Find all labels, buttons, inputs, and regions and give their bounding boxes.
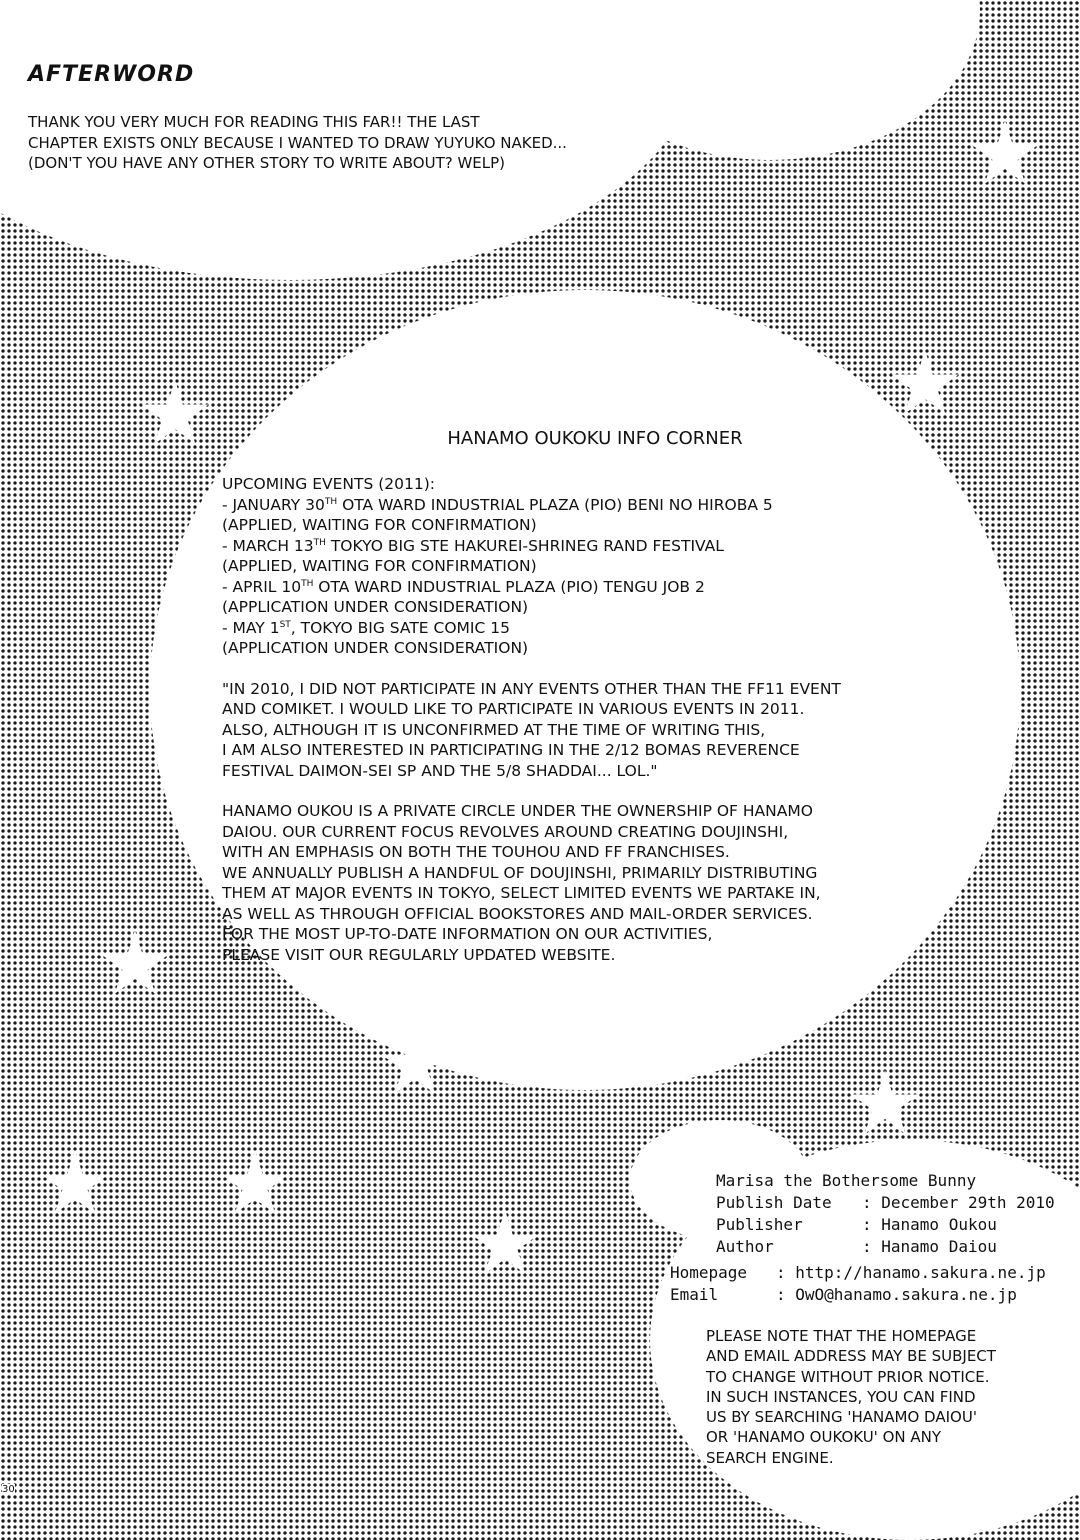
publish-date-label: Publish Date <box>716 1193 832 1212</box>
star-decoration <box>40 1150 110 1220</box>
star-decoration <box>470 1210 540 1280</box>
event-item: - MAY 1ST, TOKYO BIG SATE COMIC 15 <box>222 618 510 637</box>
author-quote: "IN 2010, I DID NOT PARTICIPATE IN ANY EVENTS OTHER THAN THE FF11 EVENT AND COMIKET. I WOULD LIKE TO PARTICIPATE IN VARIOUS EVENTS IN 2011. ALSO, ALTHOUGH IT IS UNCONFIRMED AT THE TIME OF WRITING THIS, I AM ALSO INTERESTED IN PARTICIPATING IN THE 2/12 BOMAS REVERENCE FESTIVAL DAIMON-SEI SP AND THE 5/8 SHADDAI... LOL." <box>222 679 841 780</box>
page-number: 30 <box>2 1484 15 1495</box>
event-item: - JANUARY 30TH OTA WARD INDUSTRIAL PLAZA (PIO) BENI NO HIROBA 5 <box>222 495 773 514</box>
event-item: - APRIL 10TH OTA WARD INDUSTRIAL PLAZA (PIO) TENGU JOB 2 <box>222 577 705 596</box>
publish-date-value: : December 29th 2010 <box>862 1193 1055 1212</box>
colophon <box>670 1170 1070 1306</box>
circle-description: HANAMO OUKOU IS A PRIVATE CIRCLE UNDER THE OWNERSHIP OF HANAMO DAIOU. OUR CURRENT FOCUS REVOLVES AROUND CREATING DOUJINSHI, WITH AN EMPHASIS ON BOTH THE TOUHOU AND FF FRANCHISES. WE ANNUALLY PUBLISH A HANDFUL OF DOUJINSHI, PRIMARILY DISTRIBUTING THEM AT MAJOR EVENTS IN TOKYO, SELECT LIMITED EVENTS WE PARTAKE IN, AS WELL AS THROUGH OFFICIAL BOOKSTORES AND MAIL-ORDER SERVICES. FOR THE MOST UP-TO-DATE INFORMATION ON OUR ACTIVITIES, PLEASE VISIT OUR REGULARLY UPDATED WEBSITE. <box>222 802 821 964</box>
event-status: (APPLICATION UNDER CONSIDERATION) <box>222 598 529 616</box>
author-label: Author <box>716 1237 774 1256</box>
event-status: (APPLIED, WAITING FOR CONFIRMATION) <box>222 557 537 575</box>
event-item: - MARCH 13TH TOKYO BIG STE HAKUREI-SHRINEG RAND FESTIVAL <box>222 536 724 555</box>
star-decoration <box>100 930 170 1000</box>
homepage-label: Homepage <box>670 1263 748 1282</box>
afterword-line: (DON'T YOU HAVE ANY OTHER STORY TO WRITE ABOUT? WELP) <box>28 154 506 172</box>
star-decoration <box>220 1150 290 1220</box>
star-decoration <box>970 120 1040 190</box>
publisher-row <box>670 1214 1070 1236</box>
publish-date-row <box>670 1192 1070 1214</box>
author-row <box>670 1236 1070 1258</box>
email-row <box>670 1284 1070 1306</box>
event-status: (APPLIED, WAITING FOR CONFIRMATION) <box>222 516 537 534</box>
afterword-title: AFTERWORD <box>28 62 195 87</box>
email-label: Email <box>670 1285 719 1304</box>
event-status: (APPLICATION UNDER CONSIDERATION) <box>222 639 529 657</box>
afterword-body <box>28 112 668 174</box>
afterword-line: CHAPTER EXISTS ONLY BECAUSE I WANTED TO DRAW YUYUKO NAKED... <box>28 133 567 152</box>
info-corner-body <box>222 474 942 985</box>
homepage-value[interactable]: : http://hanamo.sakura.ne.jp <box>776 1263 1046 1282</box>
publisher-label: Publisher <box>716 1215 803 1234</box>
change-notice: PLEASE NOTE THAT THE HOMEPAGE AND EMAIL ADDRESS MAY BE SUBJECT TO CHANGE WITHOUT PRIOR NOTICE. IN SUCH INSTANCES, YOU CAN FIND US BY SEARCHING 'HANAMO DAIOU' OR 'HANAMO OUKOKU' ON ANY SEARCH ENGINE. <box>706 1327 996 1467</box>
upcoming-events <box>222 474 942 659</box>
publisher-value: : Hanamo Oukou <box>862 1215 997 1234</box>
star-decoration <box>850 1070 920 1140</box>
homepage-row <box>670 1262 1070 1284</box>
author-value: : Hanamo Daiou <box>862 1237 997 1256</box>
email-value[interactable]: : OwO@hanamo.sakura.ne.jp <box>776 1285 1017 1304</box>
star-decoration <box>890 350 960 420</box>
events-heading: UPCOMING EVENTS (2011): <box>222 475 435 493</box>
info-corner-title: HANAMO OUKOKU INFO CORNER <box>447 428 743 449</box>
afterword-line: THANK YOU VERY MUCH FOR READING THIS FAR!! THE LAST <box>28 113 480 131</box>
book-title: Marisa the Bothersome Bunny <box>716 1171 977 1190</box>
